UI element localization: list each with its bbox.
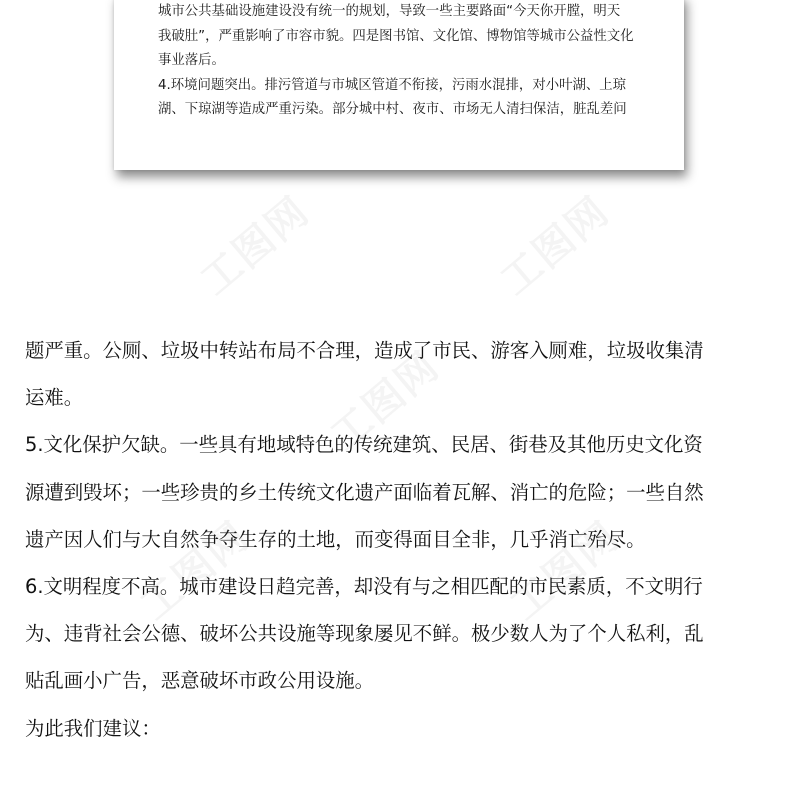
body-paragraph: 题严重。公厕、垃圾中转站布局不合理，造成了市民、游客入厕难，垃圾收集清 运难。 5.文化保护欠缺。一些具有地域特色的传统建筑、民居、街巷及其他历史文化资 源遭到毁坏；一些珍贵的乡土传统文化遗产面临着瓦解、消亡的危险；一些自然 遗产因人们与大自然争夺生存的土地，而变得面目全非，几乎消亡殆尽。 6.文明程度不高。城市建设日趋完善，却没有与之相匹配的市民素质，不文明行 为、违背社会公德、破坏公共设施等现象屡见不鲜。极少数人为了个人私利，乱 贴乱画小广告，恶意破坏市政公用设施。 为此我们建议： bbox=[25, 339, 704, 740]
watermark-logo: 工图网 bbox=[502, 513, 629, 630]
document-card bbox=[114, 0, 684, 170]
watermark-logo: 工图网 bbox=[322, 343, 449, 460]
watermark-logo: 工图网 bbox=[492, 188, 619, 305]
watermark-logo: 工图网 bbox=[132, 513, 259, 630]
card-paragraph: 城市公共基础设施建设没有统一的规划，导致一些主要路面“今天你开膛，明天 我破肚”，严重影响了市容市貌。四是图书馆、文化馆、博物馆等城市公益性文化 事业落后。 4.环境问题突出。排污管道与市城区管道不衔接，污雨水混排，对小叶湖、上琼 湖、下琼湖等造成严重污染。部分城中村、夜市、市场无人清扫保洁，脏乱差问 bbox=[158, 4, 634, 118]
watermark-logo: 工图网 bbox=[192, 188, 319, 305]
